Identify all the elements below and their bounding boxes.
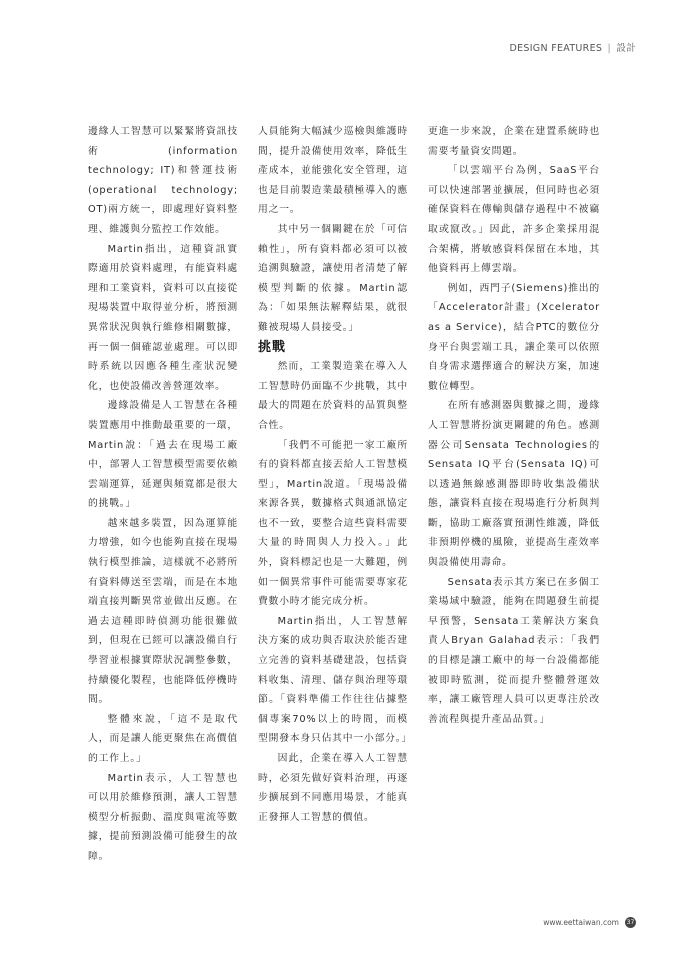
paragraph: 其中另一個關鍵在於「可信賴性」，所有資料都必須可以被追溯與驗證，讓使用者清楚了解模型判斷的依據。Martin認為：「如果無法解釋結果，就很難被現場人員接受。」 — [258, 223, 408, 333]
paragraph: 因此，企業在導入人工智慧時，必須先做好資料治理，再逐步擴展到不同應用場景，才能真正發揮人工智慧的價值。 — [258, 753, 408, 823]
paragraph: 「以雲端平台為例，SaaS平台可以快速部署並擴展，但同時也必須確保資料在傳輸與儲存過程中不被竊取或竄改。」因此，許多企業採用混合架構，將敏感資料保留在本地，其他資料再上傳雲端。 — [428, 165, 600, 275]
paragraph: 更進一步來說，企業在建置系統時也需要考量資安問題。 — [428, 126, 600, 157]
paragraph: 例如，西門子(Siemens)推出的「Accelerator計畫」(Xcelerator as a Service)，結合PTC的數位分身平台與雲端工具，讓企業可以依照自身需求選擇適合的解決方案，加速數位轉型。 — [428, 282, 600, 392]
page-footer — [543, 917, 636, 928]
header-topic: 設計 — [616, 43, 636, 54]
header-separator: | — [607, 43, 612, 54]
paragraph: 在所有感測器與數據之間，邊緣人工智慧將扮演更關鍵的角色。感測器公司Sensata Technologies的Sensata IQ平台(Sensata IQ)可以透過無線感測器即時收集設備狀態，讓資料直接在現場進行分析與判斷，協助工廠落實預測性維護，降低非預期停機的風險，並提高生產效率與設備使用壽命。 — [428, 400, 600, 569]
paragraph: Martin指出，這種資訊實際適用於資料處理，有能資料處理和工業資料，資料可以直接從現場裝置中取得並分析，將預測異常狀況與執行維修相關數據，再一個一個確認並處理。可以即時系統以因應各種生產狀況變化，也使設備改善營運效率。 — [88, 243, 238, 392]
paragraph: Martin指出，人工智慧解決方案的成功與否取決於能否建立完善的資料基礎建設，包括資料收集、清理、儲存與治理等環節。「資料準備工作往往佔據整個專案70%以上的時間，而模型開發本身只佔其中一小部分。」 — [258, 615, 413, 745]
text-column-1 — [88, 122, 238, 867]
paragraph: 然而，工業製造業在導入人工智慧時仍面臨不少挑戰，其中最大的問題在於資料的品質與整合性。 — [258, 361, 408, 431]
page-number: 37 — [626, 919, 635, 926]
paragraph: 人員能夠大幅減少巡檢與維護時間，提升設備使用效率，降低生產成本，並能強化安全管理，這也是目前製造業最積極導入的應用之一。 — [258, 126, 408, 216]
text-column-2 — [258, 122, 413, 827]
paragraph: Martin表示，人工智慧也可以用於維修預測，讓人工智慧模型分析振動、溫度與電流等數據，提前預測設備可能發生的故障。 — [88, 772, 238, 862]
paragraph: 「我們不可能把一家工廠所有的資料都直接丟給人工智慧模型」，Martin說道。「現場設備來源各異，數據格式與通訊協定也不一致，要整合這些資料需要大量的時間與人力投入。」此外，資料標記也是一大難題，例如一個異常事件可能需要專家花費數小時才能完成分析。 — [258, 439, 408, 608]
paragraph: 越來越多裝置，因為運算能力增強，如今也能夠直接在現場執行模型推論，這樣就不必將所有資料傳送至雲端，而是在本地端直接判斷異常並做出反應。在過去這種即時偵測功能很難做到，但現在已經可以讓設備自行學習並根據實際狀況調整參數，持續優化製程，也能降低停機時間。 — [88, 517, 238, 706]
paragraph: 邊緣設備是人工智慧在各種裝置應用中推動最重要的一環，Martin說：「過去在現場工廠中，部署人工智慧模型需要依賴雲端運算，延遲與頻寬都是很大的挑戰。」 — [88, 400, 238, 510]
text-column-3 — [428, 122, 600, 729]
page-header — [509, 40, 636, 54]
paragraph: Sensata表示其方案已在多個工業場域中驗證，能夠在問題發生前提早預警，Sensata工業解決方案負責人Bryan Galahad表示：「我們的目標是讓工廠中的每一台設備都能被即時監測，從而提升整體營運效率，讓工廠管理人員可以更專注於改善流程與提升產品品質。」 — [428, 576, 600, 725]
paragraph: 邊緣人工智慧可以緊緊將資訊技術(information technology; IT)和營運技術(operational technology; OT)兩方統一，即處理好資料整理、維護與分監控工作效能。 — [88, 126, 238, 235]
paragraph: 整體來說，「這不是取代人，而是讓人能更聚焦在高價值的工作上。」 — [88, 713, 238, 764]
footer-url[interactable]: www.eettaiwan.com — [543, 918, 619, 927]
header-section: DESIGN FEATURES — [509, 43, 603, 54]
section-heading: 挑戰 — [258, 339, 287, 355]
